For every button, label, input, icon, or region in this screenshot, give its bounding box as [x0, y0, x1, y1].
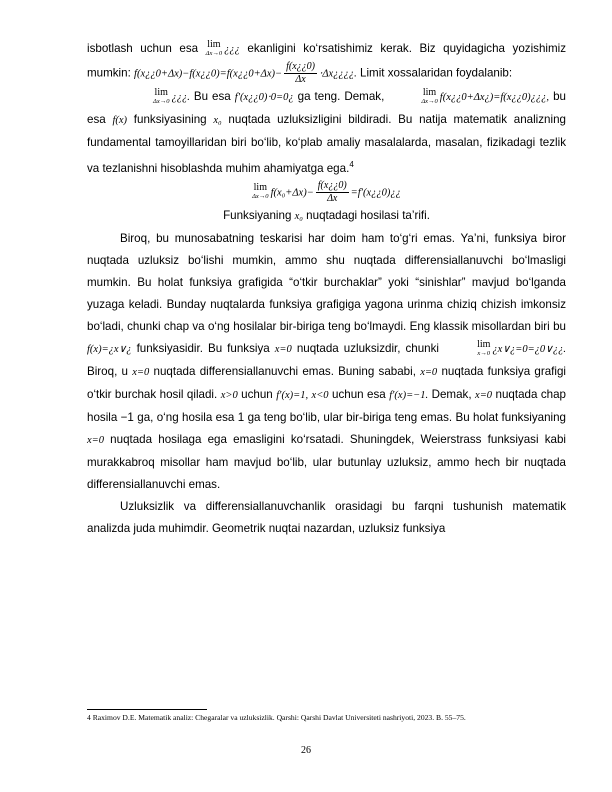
formula: ¿¿¿.	[171, 92, 190, 103]
footnote-divider	[87, 709, 207, 710]
formula: x₀	[294, 210, 303, 222]
limit-expression	[444, 340, 490, 358]
display-formula	[87, 180, 566, 205]
text: nuqtada funksiya grafigi o‘tkir burchak hosil qiladi.	[87, 364, 566, 401]
lim-label: lim	[477, 338, 491, 350]
formula: f′(x)=−1.	[389, 389, 429, 401]
text: nuqtada uzluksizligini bildiradi. Bu natija matematik analizning fundamental tamoyillaridan biri bo‘lib, ko‘plab amaliy masalalarda, masalan, fizikadagi tezlik va tezlanishni hisoblashda muhim ahamiyatga ega.	[87, 113, 566, 175]
page-number: 26	[301, 745, 311, 756]
text: nuqtada uzluksizdir, chunki	[296, 341, 440, 355]
text: ga teng. Demak,	[297, 90, 385, 103]
lim-subscript: Δx→0	[252, 193, 269, 201]
formula: x=0	[274, 343, 292, 355]
formula: x₀	[213, 115, 222, 126]
formula: f′(x)=1,	[276, 389, 309, 401]
formula-caption	[87, 205, 566, 228]
formula: x>0	[220, 389, 238, 401]
text: funksiyasidir. Bu funksiya	[136, 341, 270, 355]
text: nuqtada chap hosila −1 ga, o‘ng hosila esa 1 ga teng bo‘lib, ular bir-biriga teng emas. Bu holat funksiyaning	[87, 387, 567, 424]
fraction-denominator: Δx	[327, 192, 338, 204]
lim-subscript: Δx→0	[153, 97, 170, 105]
lim-subscript: Δx→0	[421, 97, 438, 105]
formula: f(x¿¿0+Δx)−f(x¿¿0)=f(x¿¿0+Δx)−	[134, 68, 283, 80]
text: Biroq, bu munosabatning teskarisi har doim ham to‘g‘ri emas. Ya’ni, funksiya biror nuqtada uzluksiz bo‘lishi mumkin, ammo shu nuqtada differensiallanuvchi bo‘lmasligi mumkin. Bu holat funksiya grafigida “o‘tkir burchaklar” yoki “sinishlar” mavjud bo‘lganda yuzaga keladi. Bunday nuqtalarda funksiya grafigiga yagona urinma chiziq chizish imkonsiz bo‘ladi, chunki chap va o‘ng hosilalar bir-biriga teng bo‘lmaydi.	[87, 231, 566, 333]
text: nuqtada differensiallanuvchi emas. Buning sababi,	[153, 364, 416, 378]
text: Bu esa	[193, 90, 231, 103]
formula: x<0	[311, 389, 329, 401]
formula: ⋅Δx¿¿¿¿.	[318, 68, 357, 80]
text: nuqtadagi hosilasi ta’rifi.	[306, 208, 430, 222]
formula: f(x)	[112, 115, 128, 126]
paragraph-continuity	[87, 86, 566, 180]
fraction-denominator: Δx	[295, 74, 306, 85]
formula: f(x₀+Δx)−	[270, 187, 314, 199]
fraction	[316, 180, 349, 205]
footnote-marker[interactable]: 4	[349, 160, 354, 169]
body-text	[87, 38, 566, 540]
formula: =f′(x¿¿0)¿¿	[350, 187, 401, 199]
fraction-numerator: f(x¿¿0)	[317, 179, 347, 191]
lim-subscript: Δx→0	[205, 49, 223, 57]
text: Demak,	[431, 387, 472, 401]
formula: f(x¿¿0+Δx¿)=f(x¿¿0)¿¿¿,	[439, 92, 550, 103]
lim-label: lim	[253, 182, 267, 194]
text: isbotlash uchun esa	[87, 42, 199, 55]
paragraph-conclusion	[87, 496, 566, 540]
text: funksiyasining	[133, 113, 207, 126]
lim-label: lim	[422, 86, 437, 98]
formula: ¿x∨¿=0=¿0∨¿¿.	[492, 343, 566, 355]
formula: ¿¿¿	[224, 44, 240, 55]
text: uchun	[241, 387, 273, 401]
fraction-numerator: f(x¿¿0)	[286, 61, 315, 72]
text: ekanligini ko‘rsatishimiz kerak. Biz quyidagicha yozishimiz mumkin:	[87, 42, 567, 80]
lim-label: lim	[207, 38, 221, 50]
formula: f′(x¿¿0)⋅0=0¿	[234, 92, 294, 103]
text: Eng klassik misollardan biri bu	[409, 319, 566, 333]
text: Limit xossalaridan foydalanib:	[360, 66, 513, 80]
text: uchun esa	[332, 387, 386, 401]
paragraph-counterexample	[87, 228, 566, 496]
limit-expression	[388, 88, 437, 106]
text: Biroq, u	[87, 364, 128, 378]
formula: f(x)=¿x∨¿	[87, 343, 132, 355]
lim-subscript: x→0	[477, 349, 491, 357]
text: Uzluksizlik va differensiallanuvchanlik orasidagi bu farqni tushunish matematik analizda juda muhimdir. Geometrik nuqtai nazardan, uzluksiz funksiya	[87, 499, 566, 535]
text: nuqtada hosilaga ega emasligini ko‘rsatadi. Shuningdek, Weierstrass funksiyasi kabi murakkabroq misollar ham mavjud bo‘lib, ular butunlay uzluksiz, ammo hech bir nuqtada differensiallanuvchi emas.	[87, 432, 566, 491]
limit-expression	[252, 183, 268, 201]
fraction	[284, 61, 317, 86]
formula: x=0	[475, 389, 493, 401]
formula: x=0	[87, 434, 104, 446]
limit-expression	[120, 88, 169, 106]
text: bu esa	[87, 90, 566, 126]
formula: x=0	[132, 366, 150, 378]
formula: x=0	[420, 366, 438, 378]
limit-expression	[206, 40, 222, 58]
paragraph-proof-intro	[87, 38, 566, 86]
lim-label: lim	[154, 86, 168, 98]
footnote: 4 Raximov D.E. Matematik analiz: Chegaralar va uzluksizlik. Qarshi: Qarshi Davlat Universiteti nashriyoti, 2023. B. 55–75.	[87, 713, 466, 722]
text: Funksiyaning	[223, 208, 292, 222]
